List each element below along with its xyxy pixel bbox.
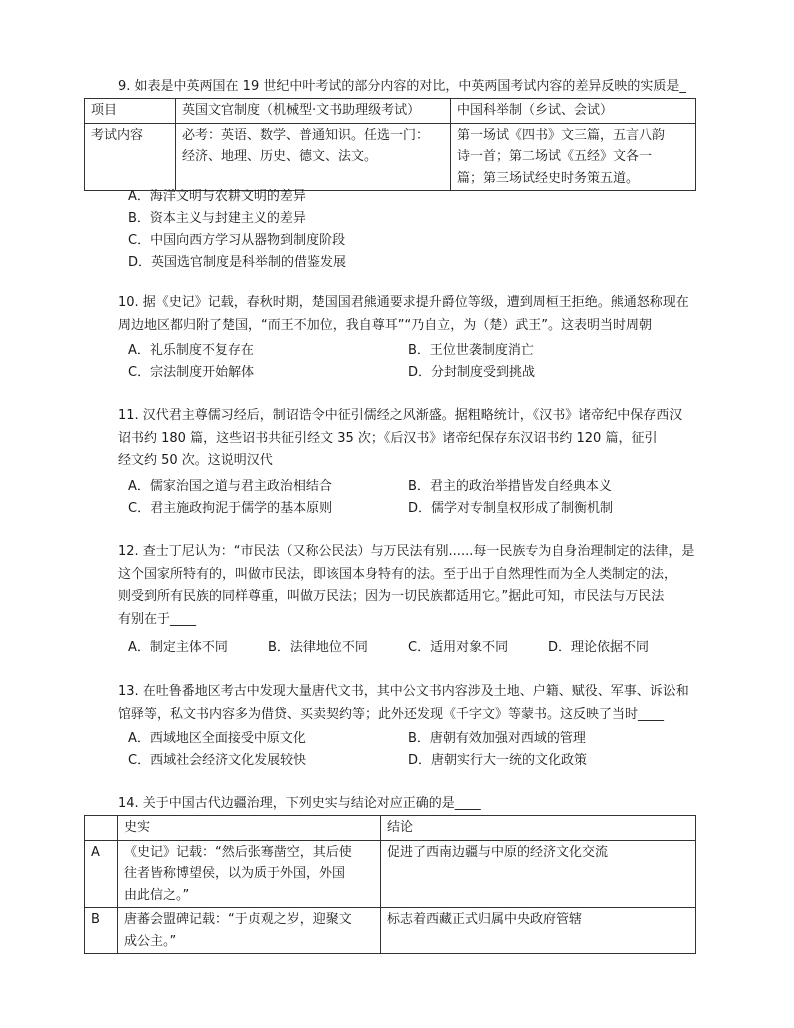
- option-c: C．西域社会经济文化发展较快: [128, 753, 307, 768]
- table-header: 史实: [118, 816, 381, 841]
- option-a: A．海洋文明与农耕文明的差异: [128, 189, 306, 204]
- table-cell: 考试内容: [85, 123, 176, 191]
- table-header: 结论: [381, 816, 696, 841]
- question-14: 14. 关于中国古代边疆治理，下列史实与结论对应正确的是____: [118, 796, 481, 811]
- question-9-stem: 9. 如表是中英两国在 19 世纪中叶考试的部分内容的对比，中英两国考试内容的差异反映的实质是_: [118, 79, 686, 94]
- option-c: C．宗法制度开始解体: [128, 365, 255, 380]
- question-9: [118, 76, 698, 99]
- table-cell: B: [85, 908, 118, 954]
- question-11: 11. 汉代君主尊儒习经后，制诏诰令中征引儒经之风渐盛。据粗略统计，《汉书》诸帝纪中保存西汉 诏书约 180 篇，这些诏书共征引经文 35 次；《后汉书》诸帝纪保存东汉诏书约 120 篇，征引 经文约 50 次。这说明汉代: [118, 408, 683, 468]
- option-d: D．儒学对专制皇权形成了制衡机制: [408, 501, 614, 516]
- table-cell: 《史记》记载：“然后张骞凿空，其后使 往者皆称博望侯，以为质于外国，外国 由此信之。”: [118, 840, 381, 908]
- option-c: C．君主施政拘泥于儒学的基本原则: [128, 501, 333, 516]
- option-b: B．君主的政治举措皆发自经典本义: [408, 479, 612, 494]
- table-cell: 标志着西藏正式归属中央政府管辖: [381, 908, 696, 954]
- option-b: B．法律地位不同: [268, 640, 368, 655]
- question-14-table: [84, 815, 696, 954]
- option-c: C．中国向西方学习从器物到制度阶段: [128, 233, 346, 248]
- option-a: A．西域地区全面接受中原文化: [128, 731, 306, 746]
- table-header: [85, 816, 118, 841]
- table-cell: 第一场试《四书》文三篇，五言八韵 诗一首；第二场试《五经》文各一 篇；第三场试经史时务策五道。: [451, 123, 696, 191]
- table-cell: 唐蕃会盟碑记载：“于贞观之岁，迎聚文 成公主。”: [118, 908, 381, 954]
- table-cell: 促进了西南边疆与中原的经济文化交流: [381, 840, 696, 908]
- option-d: D．英国选官制度是科举制的借鉴发展: [128, 255, 347, 270]
- option-b: B．资本主义与封建主义的差异: [128, 211, 306, 226]
- table-cell: 必考：英语、数学、普通知识。任选一门： 经济、地理、历史、德文、法文。: [176, 123, 451, 191]
- table-header: 英国文官制度（机械型·文书助理级考试）: [176, 99, 451, 124]
- option-b: B．唐朝有效加强对西域的管理: [408, 731, 586, 746]
- option-b: B．王位世袭制度消亡: [408, 343, 534, 358]
- option-d: D．唐朝实行大一统的文化政策: [408, 753, 588, 768]
- question-9-table: [84, 98, 696, 191]
- question-12: 12. 查士丁尼认为：“市民法（又称公民法）与万民法有别......每一民族专为自身治理制定的法律，是 这个国家所特有的，叫做市民法，即该国本身特有的法。至于出于自然理性而为全人类制定的法， 则受到所有民族的同样尊重，叫做万民法；因为一切民族都适用它。”据此可知，市民法与万民法 有别在于____: [118, 544, 695, 627]
- option-d: D．分封制度受到挑战: [408, 365, 536, 380]
- option-d: D．理论依据不同: [548, 640, 650, 655]
- option-a: A．儒家治国之道与君主政治相结合: [128, 479, 332, 494]
- option-a: A．礼乐制度不复存在: [128, 343, 254, 358]
- option-c: C．适用对象不同: [408, 640, 509, 655]
- question-13: 13. 在吐鲁番地区考古中发现大量唐代文书，其中公文书内容涉及土地、户籍、赋役、军事、诉讼和 馆驿等，私文书内容多为借贷、买卖契约等；此外还发现《千字文》等蒙书。这反映了当时____: [118, 684, 689, 722]
- question-10: 10. 据《史记》记载，春秋时期，楚国国君熊通要求提升爵位等级，遭到周桓王拒绝。熊通怒称现在 周边地区都归附了楚国，“而王不加位，我自尊耳”“乃自立，为（楚）武王”。这表明当时周朝: [118, 295, 689, 333]
- table-header: 中国科举制（乡试、会试）: [451, 99, 696, 124]
- option-a: A．制定主体不同: [128, 640, 228, 655]
- table-header: 项目: [85, 99, 176, 124]
- table-cell: A: [85, 840, 118, 908]
